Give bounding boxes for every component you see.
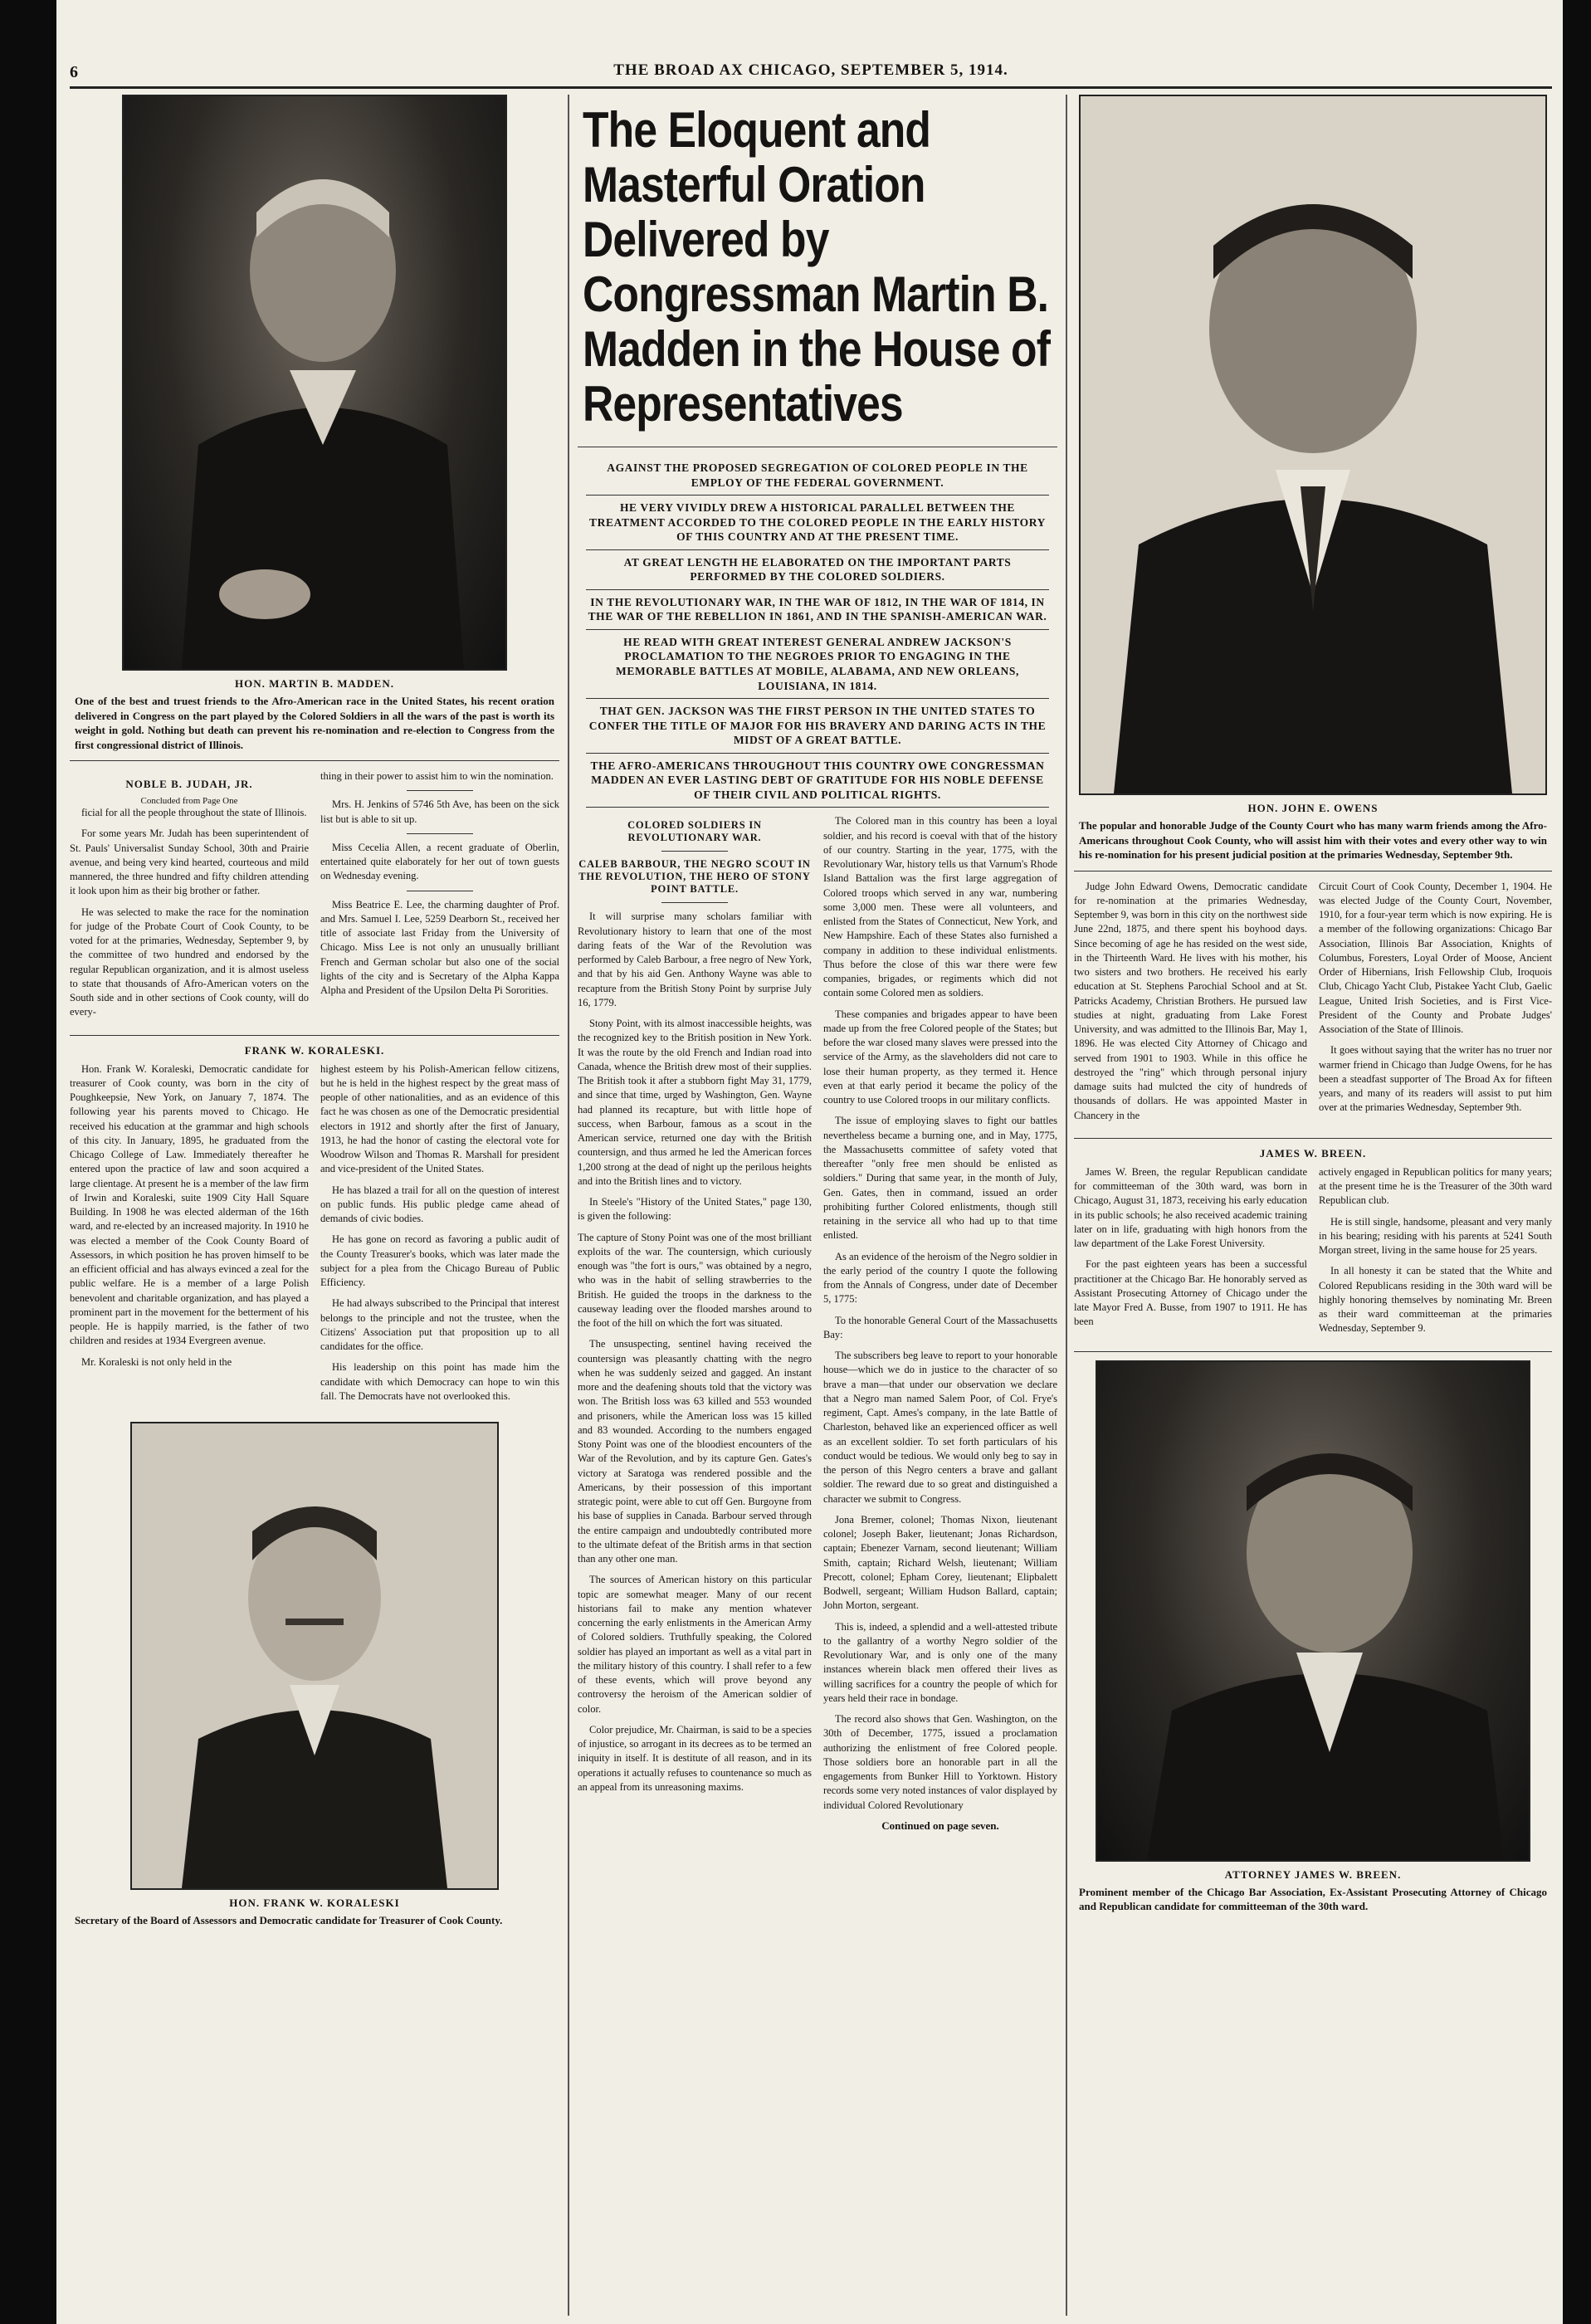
oration-para: Jona Bremer, colonel; Thomas Nixon, lieutenant colonel; Joseph Baker, lieutenant; Jonas Richardson, captain; Ebenezer Varnam, second lieutenant; William Smith, captain; Richard Welsh, lieutenant; William Precott, colonel; Epham Corey, lieutenant; Elipbalett Bodwell, sergeant; William Hudson Ballard, captain; John Morton, sergeant. bbox=[823, 1513, 1057, 1612]
koraleski-caption-text: Secretary of the Board of Assessors and Democratic candidate for Treasurer of Cook County. bbox=[75, 1914, 503, 1927]
koraleski-portrait bbox=[130, 1422, 499, 1890]
breen-para: For the past eighteen years has been a successful practitioner at the Chicago Bar. He honorably served as Assistant Prosecuting Attorney of Chicago under the late Mayor Fred A. Busse, from 1907 to 1911. He has been bbox=[1074, 1258, 1307, 1328]
divider bbox=[70, 1035, 559, 1036]
left-column bbox=[70, 95, 559, 1928]
madden-caption-name: HON. MARTIN B. MADDEN. bbox=[235, 677, 394, 690]
breen-para: actively engaged in Republican politics for many years; at the present time he is the Treasurer of the 30th ward Republican club. bbox=[1319, 1165, 1552, 1207]
madden-caption-text: One of the best and truest friends to the Afro-American race in the United States, his recent oration delivered in Congress on the part played by the Colored Soldiers in all the wars of the past is worth its weight in gold. Nothing but death can prevent his re-nomination and re-election to Congress from the first congressional district of Illinois. bbox=[75, 695, 554, 751]
koraleski-para: He has gone on record as favoring a public audit of the County Treasurer's books, which was later made the subject for a plea from the Chicago Bureau of Public Efficiency. bbox=[320, 1233, 559, 1289]
oration-para: It will surprise many scholars familiar with Revolutionary history to learn that one of the most daring feats of the War of the Revolution was performed by Caleb Barbour, a free negro of New York, and that by his aid Gen. Anthony Wayne was able to recapture from the British Stony Point by surprise July 16, 1779. bbox=[578, 911, 812, 1008]
oration-para: To the honorable General Court of the Massachusetts Bay: bbox=[823, 1314, 1057, 1340]
oration-para: In Steele's "History of the United States," page 130, is given the following: bbox=[578, 1196, 812, 1223]
deck-item: AT GREAT LENGTH HE ELABORATED ON THE IMPORTANT PARTS PERFORMED BY THE COLORED SOLDIERS. bbox=[586, 550, 1049, 590]
deck-item: AGAINST THE PROPOSED SEGREGATION OF COLORED PEOPLE IN THE EMPLOY OF THE FEDERAL GOVERNMENT. bbox=[586, 456, 1049, 496]
breen-caption-text: Prominent member of the Chicago Bar Association, Ex-Assistant Prosecuting Attorney of Chicago and Republican candidate for committeeman of the 30th ward. bbox=[1079, 1885, 1547, 1913]
oration-subhead: CALEB BARBOUR, THE NEGRO SCOUT IN THE REVOLUTION, THE HERO OF STONY POINT BATTLE. bbox=[578, 858, 811, 896]
owens-caption-text: The popular and honorable Judge of the County Court who has many warm friends among the Afro-Americans throughout Cook County, who will assist him with their votes and every other way to win his re-nomination for his present judicial position at the primaries Wednesday, September 9th. bbox=[1079, 819, 1547, 862]
judah-subhead: Concluded from Page One bbox=[140, 796, 238, 807]
oration-para: Color prejudice, Mr. Chairman, is said to be a species of injustice, so arrogant in its decrees as to be termed an iniquity in itself. It is destitute of all reason, and in its operations it actually refuses to countenance so much as an appeal from its unreasoning maxims. bbox=[578, 1723, 812, 1793]
oration-para: The subscribers beg leave to report to your honorable house—which we do in justice to the character of so brave a man—that under our observation we declare that a Negro man named Salem Poor, of Col. Frye's regiment, Capt. Ames's company, in the late Battle of Charleston, behaved like an experienced officer as well as an excellent soldier. To set forth particulars of his conduct would be tedious. We would only beg to say in the person of this Negro centers a brave and gallant soldier. The reward due to so great and distinguished a character we submit to Congress. bbox=[823, 1350, 1057, 1505]
short-rule bbox=[407, 833, 473, 834]
divider bbox=[1074, 1351, 1552, 1352]
oration-body bbox=[578, 814, 1057, 1833]
deck-item: IN THE REVOLUTIONARY WAR, IN THE WAR OF 1812, IN THE WAR OF 1814, IN THE WAR OF THE REBELLION IN 1861, AND IN THE SPANISH-AMERICAN WAR. bbox=[586, 590, 1049, 630]
newspaper-page bbox=[70, 61, 1552, 2316]
koraleski-caption-name: HON. FRANK W. KORALESKI bbox=[229, 1897, 400, 1910]
oration-para: The Colored man in this country has been a loyal soldier, and his record is coeval with that of the history of our country. Starting in the year, 1775, with the Revolutionary War, history tells us that Varnum's Rhode Island Battalion was the first large aggregation of Colored troops which served in any war, numbering some 3,000 men. These were all volunteers, and enlisted from the States of Connecticut, New York, and New Hampshire. Each of these States also furnished a company in addition to these individual enlistments. Thus before the close of this war there were few companies, brigades, or regiments which did not contain some Colored men as soldiers. bbox=[823, 815, 1057, 999]
judah-para: For some years Mr. Judah has been superintendent of St. Pauls' Universalist Sunday School, 30th and Prairie avenue, and being very kind hearted, courteous and mild mannered, the three hundred and fifty children attending it look upon him as their big brother or father. bbox=[70, 828, 309, 897]
judah-article bbox=[70, 769, 559, 1027]
scan-margin-right bbox=[1563, 0, 1591, 2324]
deck-item: HE VERY VIVIDLY DREW A HISTORICAL PARALLEL BETWEEN THE TREATMENT ACCORDED TO THE COLORED PEOPLE IN THE EARLY HISTORY OF THIS COUNTRY AND AT THE PRESENT TIME. bbox=[586, 496, 1049, 550]
owens-caption-name: HON. JOHN E. OWENS bbox=[1247, 802, 1379, 814]
right-column bbox=[1074, 95, 1552, 1914]
oration-para: These companies and brigades appear to have been made up from the free Colored people of the States; but before the war closed many slaves were pressed into the service of the Army, as the slaveholders did not care to lose their human property, as they termed it. Hence even at that early period it became the policy of the country to use Colored troops in our military conflicts. bbox=[823, 1008, 1057, 1106]
madden-portrait bbox=[122, 95, 507, 671]
social-note: Miss Cecelia Allen, a recent graduate of Oberlin, entertained quite elaborately for her out of town guests on Wednesday evening. bbox=[320, 841, 559, 882]
breen-para: He is still single, handsome, pleasant and very manly in his bearing; residing with his parents at 5241 South Morgan street, living in the same house for 25 years. bbox=[1319, 1215, 1552, 1257]
scan-margin-left bbox=[0, 0, 56, 2324]
oration-headline: The Eloquent and Masterful Oration Delivered by Congressman Martin B. Madden in the House of Representatives bbox=[583, 102, 1051, 432]
masthead bbox=[70, 61, 1552, 89]
koraleski-article bbox=[70, 1062, 559, 1411]
continued-note: Continued on page seven. bbox=[881, 1819, 999, 1832]
breen-heading: JAMES W. BREEN. bbox=[1259, 1146, 1367, 1160]
koraleski-para: He has blazed a trail for all on the question of interest on public funds. His public pledge came ahead of demands of civic bodies. bbox=[320, 1184, 559, 1225]
breen-para: James W. Breen, the regular Republican candidate for committeeman of the 30th ward, was born in Chicago, August 31, 1873, receiving his early education in its public schools; he also received academic training later on in life, graduating with high honors from the law department of the Lake Forest University. bbox=[1074, 1165, 1307, 1250]
judah-heading: NOBLE B. JUDAH, JR. bbox=[125, 778, 253, 791]
oration-deck bbox=[586, 456, 1049, 808]
oration-para: The sources of American history on this particular topic are somewhat meager. Many of our recent historians fail to make any mention whatever concerning the early enlistments in the American Army of Colored soldiers. Truthfully speaking, the Colored soldier has played an important as well as a vital part in the military history of this country. I shall refer to a few of these events, which will prove beyond any controversy the heroism of the American soldier of color. bbox=[578, 1574, 812, 1715]
judah-para: thing in their power to assist him to win the nomination. bbox=[320, 770, 554, 783]
short-rule bbox=[661, 851, 728, 852]
owens-article bbox=[1074, 880, 1552, 1130]
column-rule-2 bbox=[1066, 95, 1067, 2316]
koraleski-para: He had always subscribed to the Principal that interest belongs to the principle and not the trustee, when the Citizens' Association put that proposition up to all candidates for the office. bbox=[320, 1297, 559, 1353]
short-rule bbox=[407, 790, 473, 791]
divider bbox=[1074, 871, 1552, 872]
masthead-text: THE BROAD AX CHICAGO, SEPTEMBER 5, 1914. bbox=[613, 61, 1008, 79]
judah-para: He was selected to make the race for the nomination for judge of the Probate Court of Cook County, to be voted for at the primaries, Wednesday, September 9, by the committee of two hundred and endorsed by the regular Republican organization, and it is almost useless to state that thousands of Afro-American voters on the South side and in other sections of Cook county, will do every- bbox=[70, 906, 309, 1018]
koraleski-para: Mr. Koraleski is not only held in the bbox=[81, 1355, 232, 1368]
oration-para: The issue of employing slaves to fight our battles nevertheless became a burning one, and in May, 1775, the Massachusetts committee of safety voted that thereafter "only free men should be enlisted as soldiers." During that same year, in the month of July, Gen. Gates, then in command, issued an order prohibiting further Colored enlistments, though still retaining in the service all who had up to that time enlisted. bbox=[823, 1115, 1057, 1242]
koraleski-para: His leadership on this point has made him the candidate with which Democracy can hope to win this fall. The Democrats have not overlooked this. bbox=[320, 1361, 559, 1402]
oration-para: This is, indeed, a splendid and a well-attested tribute to the gallantry of a worthy Negro soldier of the Revolutionary War, and is only one of the many instances wherein black men offered their lives as willing sacrifices for a country the people of which for years held their race in bondage. bbox=[823, 1620, 1057, 1704]
oration-para: The record also shows that Gen. Washington, on the 30th of December, 1775, issued a proclamation authorizing the enlistment of free Colored people. Those soldiers bore an honorable part in all the engagements from Bunker Hill to Yorktown. History records some very noted instances of valor displayed by individual Colored Revolutionary bbox=[823, 1713, 1057, 1811]
koraleski-para: highest esteem by his Polish-American fellow citizens, but he is held in the highest respect by the great mass of people of other nationalities, and as an evidence of this fact he was chosen as one of the Democratic presidential electors in 1912 and shortly after the first of January, 1913, he had the honor of casting the electoral vote for Woodrow Wilson and Thomas R. Marshall for president and vice-president of the United States. bbox=[320, 1062, 559, 1175]
owens-portrait bbox=[1079, 95, 1547, 795]
social-note: Mrs. H. Jenkins of 5746 5th Ave, has been on the sick list but is able to sit up. bbox=[320, 798, 559, 825]
judah-para: ficial for all the people throughout the state of Illinois. bbox=[81, 807, 307, 819]
owens-para: Circuit Court of Cook County, December 1, 1904. He was elected Judge of the County Court, November, 1910, for a four-year term which is now expiring. He is a member of the following organizations: Chicago Bar Association, Illinois Bar Association, Knights of Columbus, Foresters, Loyal Order of Moose, Ancient Order of Hibernians, Irish Fellowship Club, Iroquois Club, Chicago Yacht Club, Pistakee Yacht Club, Gaelic League, United Irish Societies, and is First Vice-President of the County and Probate Judges' Association of the State of Illinois. bbox=[1319, 880, 1552, 1036]
deck-item: THE AFRO-AMERICANS THROUGHOUT THIS COUNTRY OWE CONGRESSMAN MADDEN AN EVER LASTING DEBT OF GRATITUDE FOR HIS NOBLE DEFENSE OF THEIR CIVIL AND POLITICAL RIGHTS. bbox=[586, 754, 1049, 808]
deck-item: THAT GEN. JACKSON WAS THE FIRST PERSON IN THE UNITED STATES TO CONFER THE TITLE OF MAJOR FOR HIS BRAVERY AND DARING ACTS IN THE MIDST OF A GREAT BATTLE. bbox=[586, 699, 1049, 754]
oration-para: As an evidence of the heroism of the Negro soldier in the early period of the country I quote the following from the Annals of Congress, under date of December 5, 1775: bbox=[823, 1250, 1057, 1306]
social-note: Miss Beatrice E. Lee, the charming daughter of Prof. and Mrs. Samuel I. Lee, 5259 Dearborn St., received her title of associate last Friday from the University of Chicago. Miss Lee is not only an unusually brilliant French and German scholar but also one of the social lights of the city and is Secretary of the Alpha Kappa Alpha and President of the Upsilon Delta Pi Sororities. bbox=[320, 898, 559, 997]
short-rule bbox=[661, 902, 728, 903]
oration-para: Stony Point, with its almost inaccessible heights, was the recognized key to the British position in New York. It was the route by the old French and Indian road into Canada, whence the British drew most of their supplies. The British took it after a stubborn fight May 31, 1779, and since that time, urged by Washington, Gen. Wayne had planned its recapture, but with little hope of success, when Barbour, famous as a scout in the American service, returned one day with the British countersign, and thus armed he led the American forces 1,200 strong at the dead of night up the perilous heights and into the British lines and to victory. bbox=[578, 1018, 812, 1187]
deck-item: HE READ WITH GREAT INTEREST GENERAL ANDREW JACKSON'S PROCLAMATION TO THE NEGROES PRIOR TO ENGAGING IN THE MEMORABLE BATTLES AT MOBILE, ALABAMA, AND NEW ORLEANS, LOUISIANA, IN 1814. bbox=[586, 630, 1049, 699]
breen-para: In all honesty it can be stated that the White and Colored Republicans residing in the 30th ward will be highly honoring themselves by nominating Mr. Breen as their ward committeeman at the primaries Wednesday, September 9. bbox=[1319, 1265, 1552, 1335]
page-number: 6 bbox=[70, 63, 79, 81]
oration-quote: The capture of Stony Point was one of the most brilliant exploits of the war. The countersign, which curiously enough was "the fort is ours," was obtained by a negro, who was in the habit of selling strawberries to the British. He guided the troops in the darkness to the causeway leading over the flooded marshes around to the foot of the hill on which the fort was situated. bbox=[578, 1231, 812, 1330]
column-rule-1 bbox=[568, 95, 569, 2316]
center-column bbox=[578, 95, 1057, 1833]
koraleski-heading: FRANK W. KORALESKI. bbox=[244, 1043, 385, 1057]
breen-article bbox=[1074, 1165, 1552, 1343]
owens-para: Judge John Edward Owens, Democratic candidate for re-nomination at the primaries Wednesday, September 9, was born in this city on the northwest side June 22nd, 1875, and there spent his boyhood days. Since becoming of age he has resided on the west side, in the Thirteenth Ward. He lives with his mother, his two sisters and two brothers. He received his early education at St. Stephens Parochial School and at St. Patricks Academy, Christian Brothers. He pursued law studies at night, graduating from Lake Forest University, and was admitted to the Illinois Bar, May 1, 1896. He was elected City Attorney of Chicago and served from 1901 to 1903. While in this office he destroyed the "ring" which through personal injury damage suits had mulcted the city of hundreds of thousands of dollars. He was appointed Master in Chancery in the bbox=[1074, 880, 1307, 1121]
breen-portrait bbox=[1096, 1360, 1530, 1862]
koraleski-para: Hon. Frank W. Koraleski, Democratic candidate for treasurer of Cook county, was born in the city of Poughkeepsie, New York, on January 7, 1874. The following year his parents moved to Chicago. He received his education at the grammar and high schools of this city. In January, 1895, he graduated from the Chicago College of Law. Immediately thereafter he entered upon the practice of law and soon acquired a large clientage. At present he is a member of the law firm of Irwin and Koraleski, suite 1909 City Hall Square Building. In 1908 he was elected alderman of the 16th ward, and re-elected by an increased majority. In 1910 he was elected a member of the Cook County Board of Assessors, in which position he has proven himself to be an efficient official and has always evinced a zeal for the public welfare. He is a member of a large Polish benevolent and charitable organization, and has played a prominent part in the movement for the betterment of his people. He is happily married, is the father of two children and resides at 1934 Evergreen avenue. bbox=[70, 1062, 309, 1347]
divider bbox=[70, 760, 559, 761]
oration-para: The unsuspecting, sentinel having received the countersign was pleasantly chatting with the negro when he was suddenly seized and gagged. An instant more and the deafening shouts told that the victory was won. The British loss was 63 killed and 553 wounded and prisoners, while the American loss was 15 killed and 83 wounded. According to the numbers engaged Stony Point was one of the bloodiest encounters of the War of the Revolution, and by its capture Gen. Gates's victory at Saratoga was rendered possible and the Americans, by their possession of this important strategic point, were able to cut off Gen. Burgoyne from his base of supplies in Canada. Barbour served through the entire campaign and undoubtedly contributed more to the ultimate defeat of the British arms in that section than any other one man. bbox=[578, 1338, 812, 1565]
breen-caption-name: ATTORNEY JAMES W. BREEN. bbox=[1224, 1868, 1402, 1881]
owens-para: It goes without saying that the writer has no truer nor warmer friend in Chicago than Judge Owens, for he has been a steadfast supporter of The Broad Ax for fifteen years, and many of its readers will assist to put him over at the primaries Wednesday, September 9th. bbox=[1319, 1044, 1552, 1114]
divider bbox=[1074, 1138, 1552, 1139]
oration-subhead: COLORED SOLDIERS IN REVOLUTIONARY WAR. bbox=[627, 819, 762, 844]
